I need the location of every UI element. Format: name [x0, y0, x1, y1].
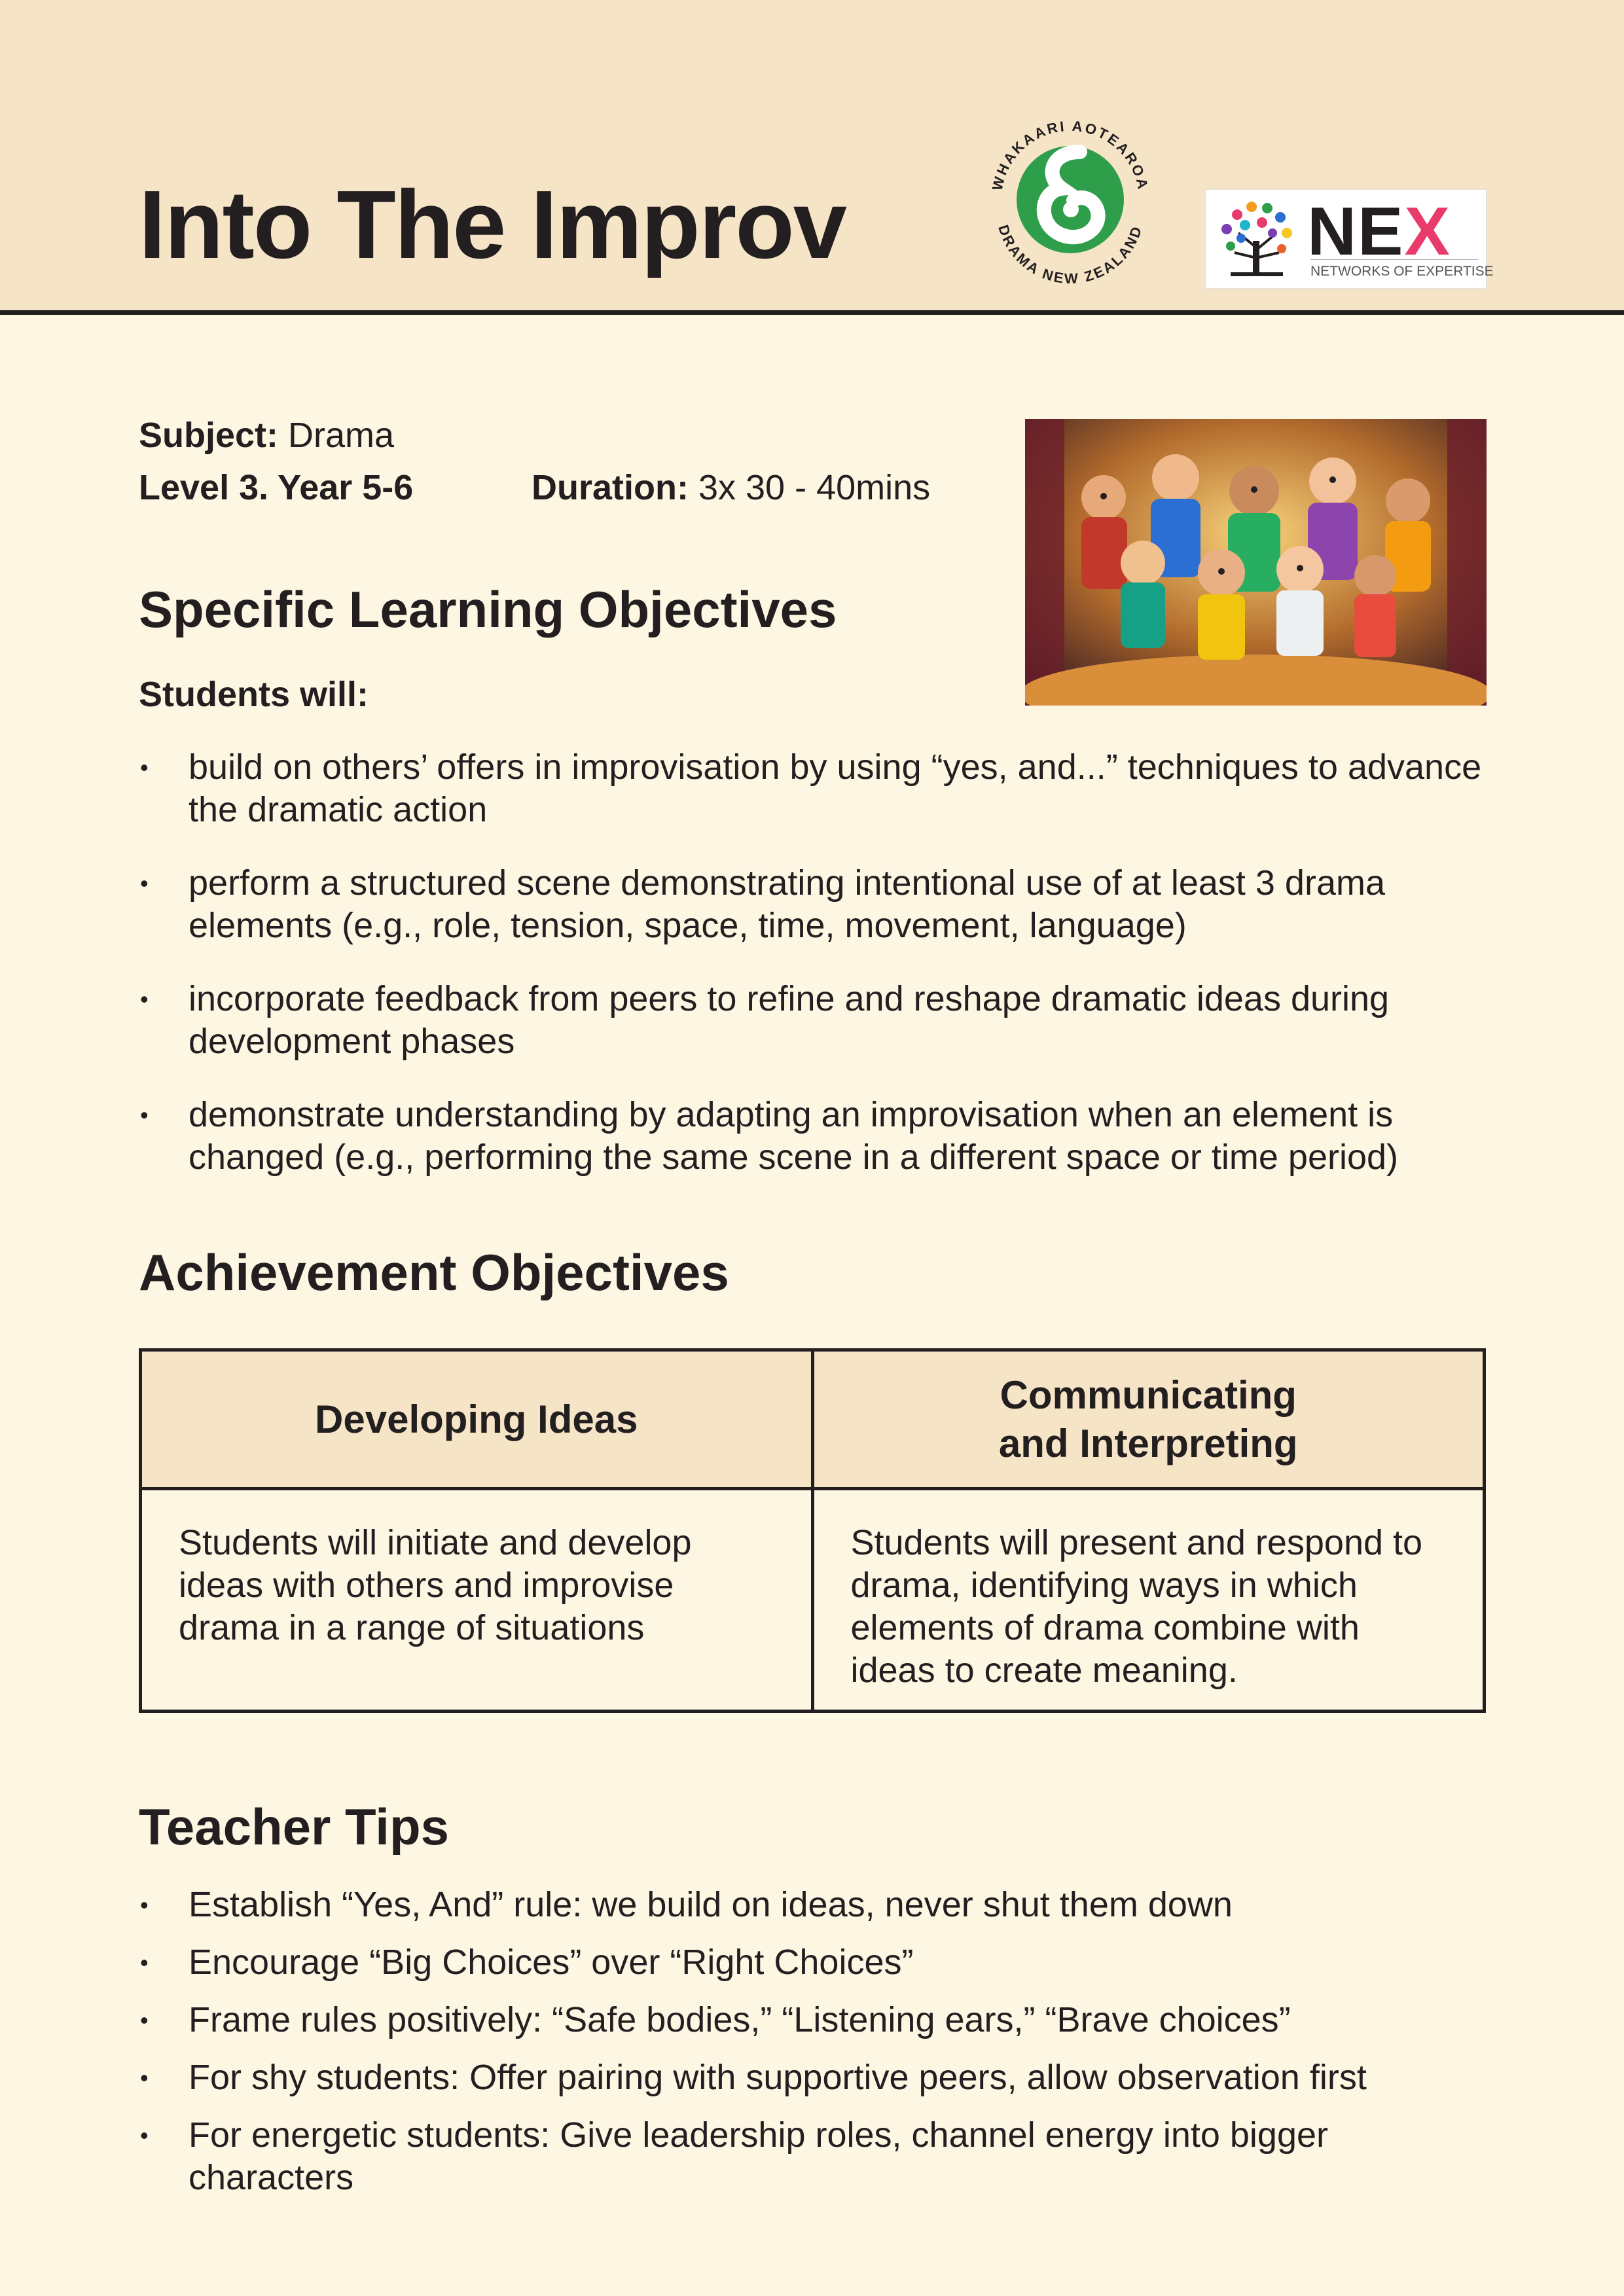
list-item: • perform a structured scene demonstrating intentional use of at least 3 drama elements (e.g., role, tension, space, time, movement, language) — [139, 862, 1500, 947]
nex-logo — [1204, 188, 1494, 289]
logo-bottom-text: DRAMA NEW ZEALAND — [995, 223, 1146, 287]
list-item: • demonstrate understanding by adapting an improvisation when an element is changed (e.g., performing the same scene in a different space or time period) — [139, 1094, 1500, 1179]
ao-col2-text: Students will present and respond to drama, identifying ways in which elements of drama combine with ideas to create meaning. — [812, 1489, 1485, 1712]
list-item: • For shy students: Offer pairing with supportive peers, allow observation first — [139, 2056, 1500, 2099]
subject-label: Subject: — [139, 416, 279, 455]
improv-kids-illustration — [1025, 419, 1487, 706]
duration-label: Duration: — [532, 468, 689, 507]
slo-list — [139, 746, 1500, 1210]
tips-list — [139, 1884, 1500, 2214]
level-value: Level 3. Year 5-6 — [139, 468, 414, 507]
subject-value: Drama — [288, 416, 395, 455]
tips-heading: Teacher Tips — [139, 1798, 449, 1856]
duration-line — [532, 470, 930, 505]
ao-col2-header: Communicating and Interpreting — [812, 1350, 1485, 1489]
list-item: • Encourage “Big Choices” over “Right Choices” — [139, 1941, 1500, 1984]
nex-subtitle: NETWORKS OF EXPERTISE — [1310, 259, 1478, 279]
duration-value: 3x 30 - 40mins — [698, 468, 931, 507]
list-item: • incorporate feedback from peers to refine and reshape dramatic ideas during development phases — [139, 978, 1500, 1063]
list-item: • Frame rules positively: “Safe bodies,” “Listening ears,” “Brave choices” — [139, 1999, 1500, 2041]
list-item: • Establish “Yes, And” rule: we build on ideas, never shut them down — [139, 1884, 1500, 1926]
ao-col1-header: Developing Ideas — [141, 1350, 813, 1489]
page-header — [0, 0, 1624, 315]
subject-line — [139, 418, 394, 453]
logo-top-text: WHAKAARI AOTEAROA — [988, 117, 1152, 192]
drama-nz-logo-icon — [982, 111, 1159, 288]
slo-heading: Specific Learning Objectives — [139, 581, 837, 638]
slo-intro: Students will: — [139, 675, 369, 714]
level-line — [139, 470, 413, 505]
ao-table — [139, 1348, 1486, 1713]
ao-heading: Achievement Objectives — [139, 1244, 729, 1301]
ao-col1-text: Students will initiate and develop ideas with others and improvise drama in a range of situations — [141, 1489, 813, 1712]
list-item: • build on others’ offers in improvisation by using “yes, and...” techniques to advance the dramatic action — [139, 746, 1500, 831]
nex-wordmark: NEX — [1307, 194, 1451, 270]
nex-tree-icon — [1211, 195, 1303, 283]
page-title: Into The Improv — [139, 171, 846, 279]
list-item: • For energetic students: Give leadership roles, channel energy into bigger characters — [139, 2114, 1500, 2199]
